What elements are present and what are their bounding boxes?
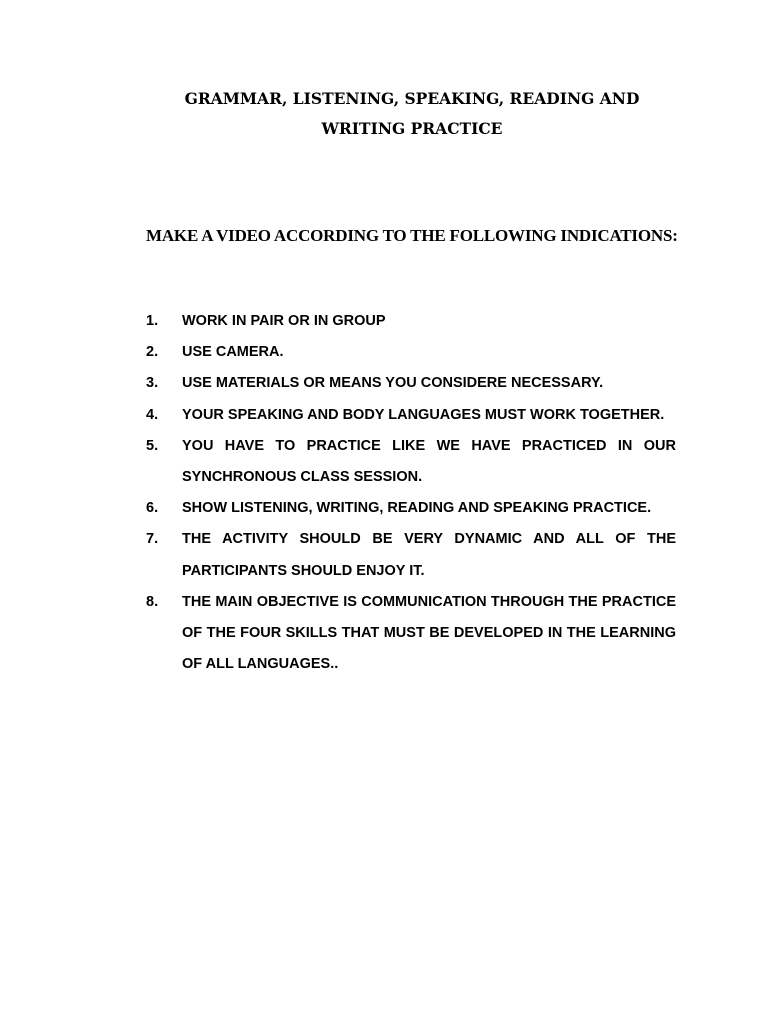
- item-text: SHOW LISTENING, WRITING, READING AND SPEAKING PRACTICE.: [182, 500, 652, 517]
- item-number: 4.: [146, 406, 159, 423]
- item-text: THE MAIN OBJECTIVE IS COMMUNICATION THROUGH THE PRACTICE OF THE FOUR SKILLS THAT MUST BE DEVELOPED IN THE LEARNING OF ALL LANGUAGES..: [182, 593, 676, 673]
- item-text: YOUR SPEAKING AND BODY LANGUAGES MUST WORK TOGETHER.: [182, 406, 665, 423]
- indication-item: [146, 493, 676, 524]
- indication-item: [146, 431, 676, 493]
- item-number: 7.: [146, 531, 159, 548]
- item-text: USE MATERIALS OR MEANS YOU CONSIDERE NECESSARY.: [182, 375, 604, 392]
- indication-item: [146, 587, 676, 681]
- indication-item: [146, 306, 676, 337]
- item-text: USE CAMERA.: [182, 344, 284, 361]
- document-title: [0, 84, 768, 144]
- item-text: YOU HAVE TO PRACTICE LIKE WE HAVE PRACTICED IN OUR SYNCHRONOUS CLASS SESSION.: [182, 437, 676, 486]
- document-title-line: WRITING PRACTICE: [321, 119, 503, 138]
- item-number: 1.: [146, 313, 159, 329]
- item-text: WORK IN PAIR OR IN GROUP: [182, 313, 386, 329]
- indication-item: [146, 337, 676, 368]
- item-text: THE ACTIVITY SHOULD BE VERY DYNAMIC AND ALL OF THE PARTICIPANTS SHOULD ENJOY IT.: [182, 531, 676, 579]
- indication-item: [146, 400, 676, 431]
- instructions-heading: MAKE A VIDEO ACCORDING TO THE FOLLOWING INDICATIONS:: [146, 226, 678, 245]
- item-number: 5.: [146, 437, 159, 454]
- document-title-line: GRAMMAR, LISTENING, SPEAKING, READING AND: [184, 89, 640, 108]
- indication-item: [146, 368, 676, 399]
- item-number: 3.: [146, 375, 159, 392]
- item-number: 2.: [146, 344, 159, 361]
- indication-item: [146, 524, 676, 586]
- item-number: 6.: [146, 500, 159, 517]
- item-number: 8.: [146, 593, 159, 610]
- indications-list: [146, 306, 676, 680]
